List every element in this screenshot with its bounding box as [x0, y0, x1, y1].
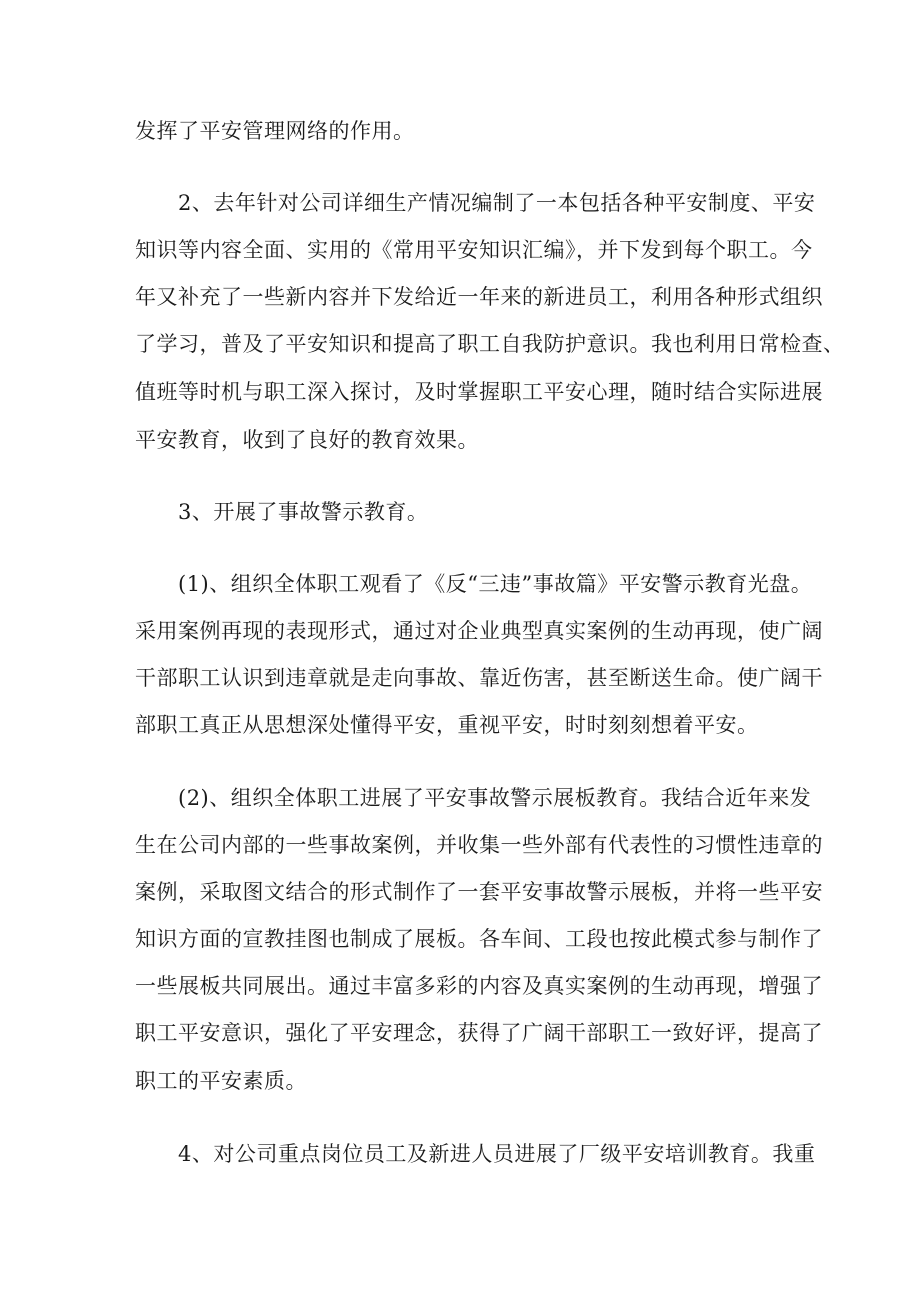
text-line: (2)、组织全体职工进展了平安事故警示展板教育。我结合近年来发 — [178, 786, 812, 810]
text-line: 职工平安意识，强化了平安理念，获得了广阔干部职工一致好评，提高了 — [135, 1021, 823, 1045]
text-line: 3、开展了事故警示教育。 — [178, 500, 429, 524]
text-line: 部职工真正从思想深处懂得平安，重视平安，时时刻刻想着平安。 — [135, 713, 759, 737]
text-line: 4、对公司重点岗位员工及新进人员进展了厂级平安培训教育。我重 — [178, 1142, 816, 1166]
text-line: 生在公司内部的一些事故案例，并收集一些外部有代表性的习惯性违章的 — [135, 833, 823, 857]
text-line: 知识方面的宣教挂图也制成了展板。各车间、工段也按此模式参与制作了 — [135, 927, 823, 951]
text-line: 2、去年针对公司详细生产情况编制了一本包括各种平安制度、平安 — [178, 191, 816, 215]
text-line: 案例，采取图文结合的形式制作了一套平安事故警示展板，并将一些平安 — [135, 880, 823, 904]
text-line: 一些展板共同展出。通过丰富多彩的内容及真实案例的生动再现，增强了 — [135, 974, 823, 998]
text-line: 值班等时机与职工深入探讨，及时掌握职工平安心理，随时结合实际进展 — [135, 380, 823, 404]
text-line: 平安教育，收到了良好的教育效果。 — [135, 428, 479, 452]
text-line: 知识等内容全面、实用的《常用平安知识汇编》，并下发到每个职工。今 — [135, 238, 813, 262]
text-line: (1)、组织全体职工观看了《反“三违”事故篇》平安警示教育光盘。 — [178, 572, 813, 596]
text-line: 采用案例再现的表现形式，通过对企业典型真实案例的生动再现，使广阔 — [135, 619, 823, 643]
text-line: 职工的平安素质。 — [135, 1069, 307, 1093]
text-line: 年又补充了一些新内容并下发给近一年来的新进员工，利用各种形式组织 — [135, 285, 823, 309]
text-line: 干部职工认识到违章就是走向事故、靠近伤害，甚至断送生命。使广阔干 — [135, 666, 823, 690]
text-line: 发挥了平安管理网络的作用。 — [135, 119, 415, 143]
text-line: 了学习，普及了平安知识和提高了职工自我防护意识。我也利用日常检查、 — [135, 332, 845, 356]
